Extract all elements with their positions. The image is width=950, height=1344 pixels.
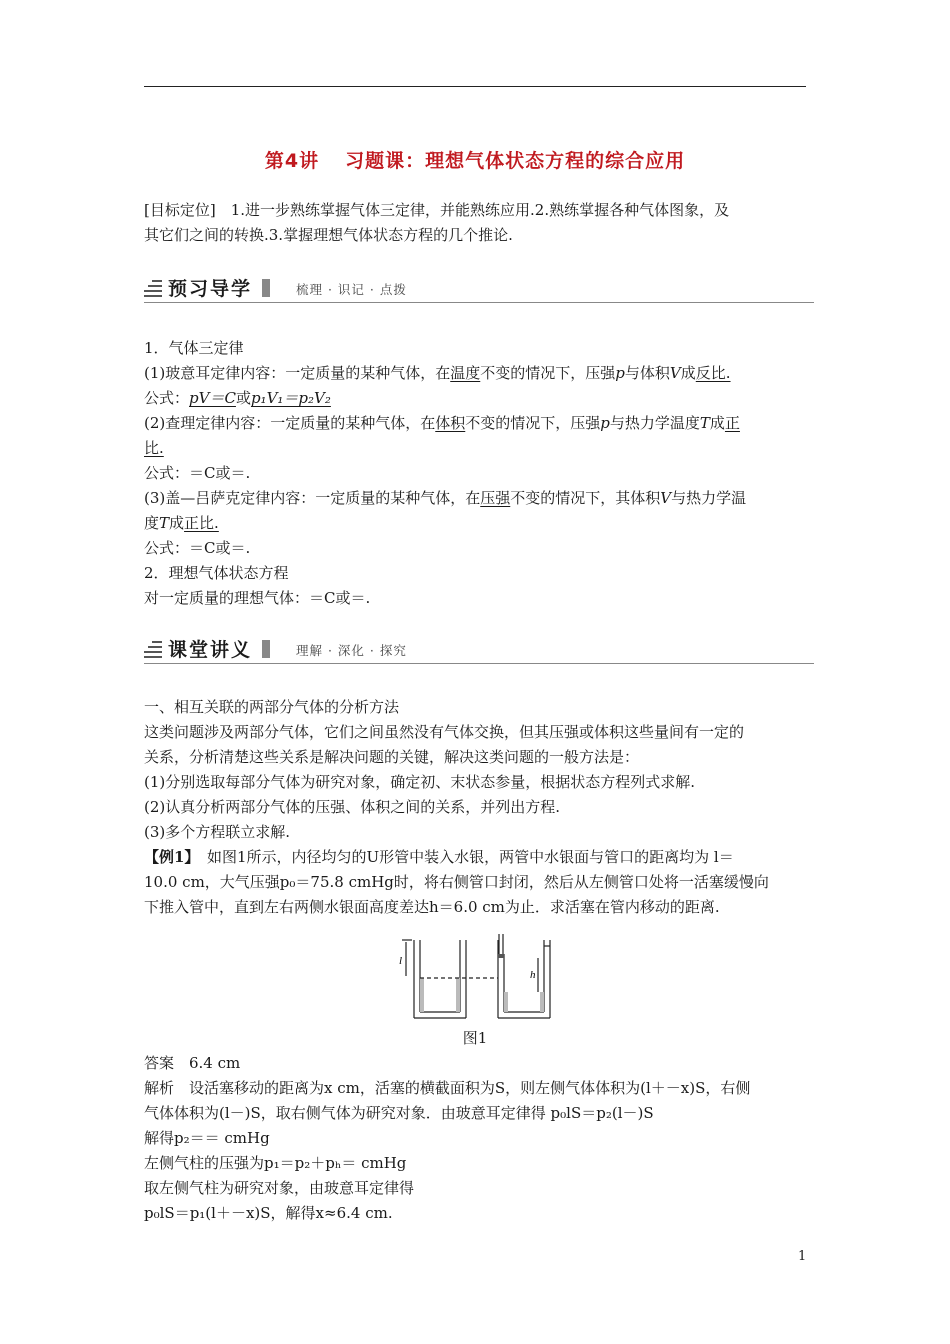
- section-bars-icon: [144, 280, 162, 298]
- u-tube-figure: [386, 934, 566, 1028]
- lecture-topic: 习题课：理想气体状态方程的综合应用: [345, 150, 686, 172]
- analysis-line-2: 气体体积为(l－)S，取右侧气体为研究对象．由玻意耳定律得 p₀lS＝p₂(l－)S: [144, 1104, 654, 1122]
- section-separator: [262, 279, 270, 297]
- lecture-number: 第4讲: [264, 150, 320, 172]
- analysis-line-4: 左侧气柱的压强为p₁＝p₂＋pₕ＝ cmHg: [144, 1154, 407, 1172]
- section-subtitle: 理解 · 深化 · 探究: [296, 643, 407, 658]
- boyle-law: (1)玻意耳定律内容：一定质量的某种气体，在温度不变的情况下，压强p与体积V成反比.: [144, 364, 731, 382]
- analysis-line-3: 解得p₂＝＝ cmHg: [144, 1129, 270, 1147]
- lecture-para-2: 关系，分析清楚这些关系是解决问题的关键，解决这类问题的一般方法是：: [144, 748, 640, 766]
- header-rule: [144, 86, 806, 87]
- answer-line: 答案 6.4 cm: [144, 1054, 241, 1072]
- objective-line-1: [目标定位] 1.进一步熟练掌握气体三定律，并能熟练应用.2.熟练掌握各种气体图象，及: [144, 201, 730, 219]
- section-header-lecture: [144, 637, 814, 664]
- example-line-3: 下推入管中，直到左右两侧水银面高度差达h＝6.0 cm为止．求活塞在管内移动的距离.: [144, 898, 720, 916]
- figure-caption: 图1: [462, 1029, 488, 1047]
- method-step-2: (2)认真分析两部分气体的压强、体积之间的关系，并列出方程.: [144, 798, 561, 816]
- gay-lussac-formula: 公式：＝C或＝.: [144, 539, 251, 557]
- boyle-formula: 公式：pV＝C或p₁V₁＝p₂V₂: [144, 389, 331, 407]
- analysis-line-6: p₀lS＝p₁(l＋－x)S，解得x≈6.4 cm.: [144, 1204, 393, 1222]
- charles-law-cont: 比.: [144, 439, 164, 457]
- fig-label-h: h: [530, 969, 536, 981]
- gay-lussac-law: (3)盖—吕萨克定律内容：一定质量的某种气体，在压强不变的情况下，其体积V与热力学温: [144, 489, 747, 507]
- objective-line-2: 其它们之间的转换.3.掌握理想气体状态方程的几个推论.: [144, 226, 513, 244]
- example-line-1: 【例1】 如图1所示，内径均匀的U形管中装入水银，两管中水银面与管口的距离均为 l＝: [144, 848, 734, 866]
- section-header-preview: [144, 276, 814, 303]
- example-label: 【例1】: [144, 848, 192, 866]
- charles-formula: 公式：＝C或＝.: [144, 464, 251, 482]
- section-bars-icon: [144, 641, 162, 659]
- page-number: 1: [798, 1249, 807, 1264]
- section-title: 课堂讲义: [168, 639, 253, 661]
- section-title: 预习导学: [168, 278, 253, 300]
- section-separator: [262, 640, 270, 658]
- method-step-1: (1)分别选取每部分气体为研究对象，确定初、末状态参量，根据状态方程列式求解.: [144, 773, 696, 791]
- analysis-line-1: 解析 设活塞移动的距离为x cm，活塞的横截面积为S，则左侧气体体积为(l＋－x)S，右侧: [144, 1079, 751, 1097]
- ideal-gas-equation: 对一定质量的理想气体：＝C或＝.: [144, 589, 371, 607]
- gay-lussac-law-cont: 度T成正比.: [144, 514, 219, 532]
- charles-law: (2)查理定律内容：一定质量的某种气体，在体积不变的情况下，压强p与热力学温度T成正: [144, 414, 740, 432]
- heading-ideal-gas: 2．理想气体状态方程: [144, 564, 289, 582]
- page-title: [0, 146, 950, 173]
- fig-label-l: l: [399, 955, 403, 967]
- section-subtitle: 梳理 · 识记 · 点拨: [296, 282, 407, 297]
- heading-gas-laws: 1．气体三定律: [144, 339, 244, 357]
- method-step-3: (3)多个方程联立求解.: [144, 823, 291, 841]
- lecture-para-1: 这类问题涉及两部分气体，它们之间虽然没有气体交换，但其压强或体积这些量间有一定的: [144, 723, 745, 741]
- lecture-heading: 一、相互关联的两部分气体的分析方法: [144, 698, 400, 716]
- example-line-2: 10.0 cm，大气压强p₀＝75.8 cmHg时，将右侧管口封闭，然后从左侧管口处将一活塞缓慢向: [144, 873, 769, 891]
- analysis-line-5: 取左侧气柱为研究对象，由玻意耳定律得: [144, 1179, 415, 1197]
